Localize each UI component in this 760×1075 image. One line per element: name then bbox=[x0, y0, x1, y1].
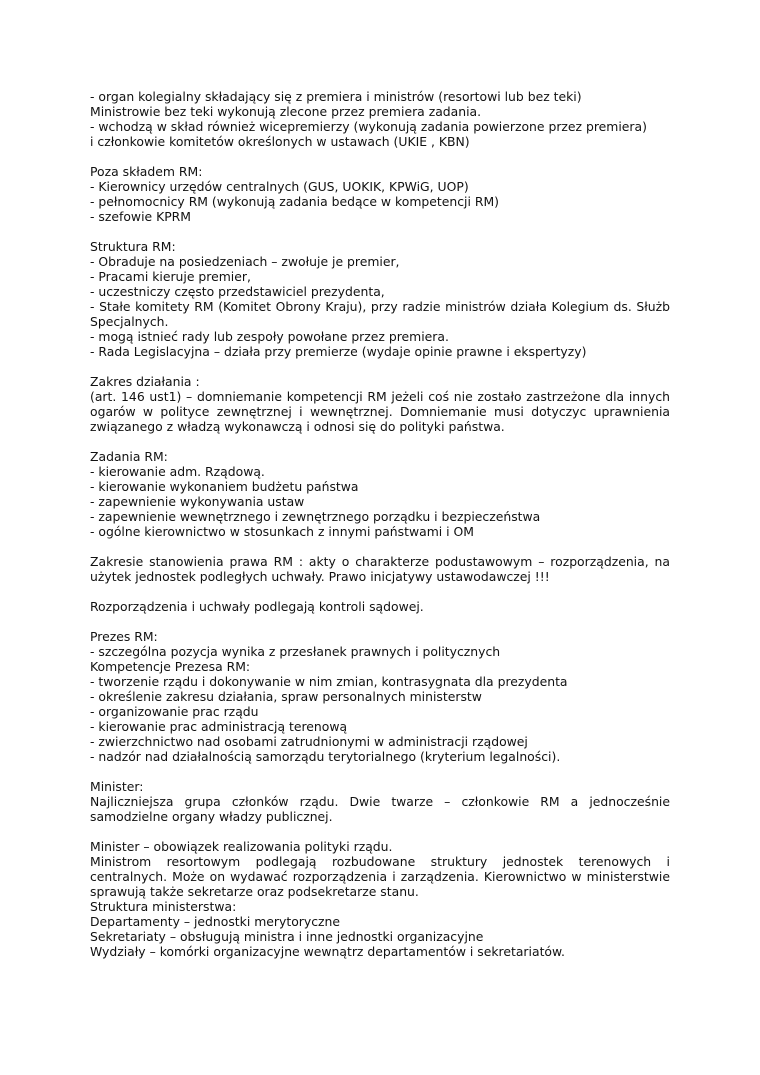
text-line: - Pracami kieruje premier, bbox=[90, 269, 251, 284]
paragraph-gap bbox=[90, 149, 670, 164]
text-paragraph: Ministrom resortowym podlegają rozbudowane struktury jednostek terenowych i centralnych. Może on wydawać rozporządzenia i zarządzenia. Kierownictwo w ministerstwie sprawują także sekretarze oraz podsekretarze stanu. bbox=[90, 854, 670, 899]
block-minister bbox=[90, 779, 670, 824]
block-intro bbox=[90, 89, 670, 149]
block-minister-duties bbox=[90, 839, 670, 959]
text-paragraph: (art. 146 ust1) – domniemanie kompetencji RM jeżeli coś nie zostało zastrzeżone dla innych ogarów w polityce zewnętrznej i wewnętrznej. Domniemanie musi dotyczyc uprawnienia związanego z władzą wykonawczą i odnosi się do polityki państwa. bbox=[90, 389, 670, 434]
section-heading: Zadania RM: bbox=[90, 449, 168, 464]
text-line: Rozporządzenia i uchwały podlegają kontroli sądowej. bbox=[90, 599, 424, 614]
block-structure-rm bbox=[90, 239, 670, 359]
text-line: - kierowanie prac administracją terenową bbox=[90, 719, 348, 734]
text-line: - Kierownicy urzędów centralnych (GUS, UOKIK, KPWiG, UOP) bbox=[90, 179, 469, 194]
text-line: Ministrowie bez teki wykonują zlecone przez premiera zadania. bbox=[90, 104, 482, 119]
document-page bbox=[90, 89, 670, 959]
section-heading: Poza składem RM: bbox=[90, 164, 203, 179]
text-line: - zwierzchnictwo nad osobami zatrudnionymi w administracji rządowej bbox=[90, 734, 528, 749]
text-line: Departamenty – jednostki merytoryczne bbox=[90, 914, 340, 929]
text-line: - szczególna pozycja wynika z przesłanek prawnych i politycznych bbox=[90, 644, 501, 659]
text-line: - Rada Legislacyjna – działa przy premierze (wydaje opinie prawne i ekspertyzy) bbox=[90, 344, 587, 359]
section-heading: Struktura ministerstwa: bbox=[90, 899, 237, 914]
paragraph-gap bbox=[90, 764, 670, 779]
paragraph-gap bbox=[90, 584, 670, 599]
text-paragraph: Najliczniejsza grupa członków rządu. Dwie twarze – członkowie RM a jednocześnie samodzielne organy władzy publicznej. bbox=[90, 794, 670, 824]
section-heading: Prezes RM: bbox=[90, 629, 158, 644]
block-scope bbox=[90, 374, 670, 434]
text-line: - ogólne kierownictwo w stosunkach z innymi państwami i OM bbox=[90, 524, 474, 539]
text-line: - kierowanie adm. Rządową. bbox=[90, 464, 265, 479]
text-line: - mogą istnieć rady lub zespoły powołane przez premiera. bbox=[90, 329, 449, 344]
section-heading: Zakres działania : bbox=[90, 374, 200, 389]
paragraph-gap bbox=[90, 614, 670, 629]
text-line: - nadzór nad działalnością samorządu terytorialnego (kryterium legalności). bbox=[90, 749, 561, 764]
paragraph-gap bbox=[90, 434, 670, 449]
text-line: i członkowie komitetów określonych w ustawach (UKIE , KBN) bbox=[90, 134, 470, 149]
text-line: - zapewnienie wewnętrznego i zewnętrznego porządku i bezpieczeństwa bbox=[90, 509, 541, 524]
text-line: - określenie zakresu działania, spraw personalnych ministerstw bbox=[90, 689, 482, 704]
text-line: - zapewnienie wykonywania ustaw bbox=[90, 494, 305, 509]
text-line: - uczestniczy często przedstawiciel prezydenta, bbox=[90, 284, 385, 299]
text-line: Minister – obowiązek realizowania polityki rządu. bbox=[90, 839, 393, 854]
text-line: - organ kolegialny składający się z premiera i ministrów (resortowi lub bez teki) bbox=[90, 89, 582, 104]
section-heading: Minister: bbox=[90, 779, 144, 794]
text-line: Wydziały – komórki organizacyjne wewnątrz departamentów i sekretariatów. bbox=[90, 944, 565, 959]
text-line: - organizowanie prac rządu bbox=[90, 704, 259, 719]
text-line: - kierowanie wykonaniem budżetu państwa bbox=[90, 479, 359, 494]
text-paragraph: Zakresie stanowienia prawa RM : akty o charakterze podustawowym – rozporządzenia, na użytek jednostek podległych uchwały. Prawo inicjatywy ustawodawczej !!! bbox=[90, 554, 670, 584]
text-line: - Obraduje na posiedzeniach – zwołuje je premier, bbox=[90, 254, 400, 269]
paragraph-gap bbox=[90, 824, 670, 839]
text-paragraph: - Stałe komitety RM (Komitet Obrony Kraju), przy radzie ministrów działa Kolegium ds. Służb Specjalnych. bbox=[90, 299, 670, 329]
block-prime-minister bbox=[90, 629, 670, 764]
paragraph-gap bbox=[90, 224, 670, 239]
section-heading: Kompetencje Prezesa RM: bbox=[90, 659, 251, 674]
section-heading: Struktura RM: bbox=[90, 239, 176, 254]
block-tasks-rm bbox=[90, 449, 670, 539]
paragraph-gap bbox=[90, 359, 670, 374]
text-line: Sekretariaty – obsługują ministra i inne jednostki organizacyjne bbox=[90, 929, 484, 944]
text-line: - pełnomocnicy RM (wykonują zadania bedące w kompetencji RM) bbox=[90, 194, 499, 209]
paragraph-gap bbox=[90, 539, 670, 554]
text-line: - szefowie KPRM bbox=[90, 209, 191, 224]
block-outside-rm bbox=[90, 164, 670, 224]
text-line: - tworzenie rządu i dokonywanie w nim zmian, kontrasygnata dla prezydenta bbox=[90, 674, 568, 689]
text-line: - wchodzą w skład również wicepremierzy (wykonują zadania powierzone przez premiera) bbox=[90, 119, 647, 134]
